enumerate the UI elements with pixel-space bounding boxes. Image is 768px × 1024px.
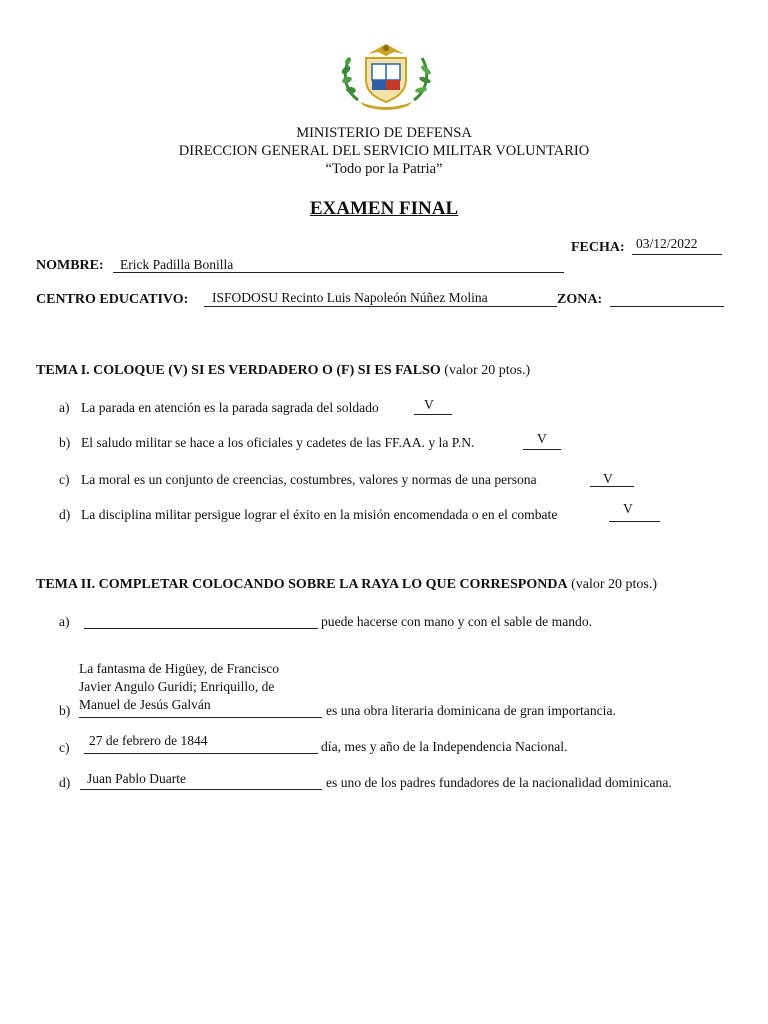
exam-title: EXAMEN FINAL <box>309 198 459 219</box>
zona-label: ZONA: <box>557 292 603 307</box>
tema1-answer[interactable]: V <box>537 431 547 446</box>
tema2-answer-line-3[interactable]: Manuel de Jesús Galván <box>79 697 211 712</box>
tema1-item-letter: b) <box>59 435 71 450</box>
tema2-answer-line <box>79 717 322 718</box>
direction-name: DIRECCION GENERAL DEL SERVICIO MILITAR VOLUNTARIO <box>178 143 590 159</box>
tema2-value-note: (valor 20 ptos.) <box>571 577 657 592</box>
tema1-item-text: La disciplina militar persigue lograr el éxito en la misión encomendada o en el combate <box>81 507 558 522</box>
tema1-answer-line <box>609 521 660 522</box>
tema1-answer[interactable]: V <box>623 501 633 516</box>
ministry-name: MINISTERIO DE DEFENSA <box>296 125 472 141</box>
tema2-item-letter: b) <box>59 703 71 718</box>
ministry-emblem <box>338 40 434 110</box>
tema1-item-letter: a) <box>59 400 70 415</box>
nombre-label: NOMBRE: <box>36 258 104 273</box>
tema2-answer-line <box>80 789 322 790</box>
tema2-answer-line-1[interactable]: La fantasma de Higüey, de Francisco <box>79 661 280 676</box>
fecha-value[interactable]: 03/12/2022 <box>636 236 698 251</box>
tema2-item-letter: a) <box>59 614 70 629</box>
centro-line <box>204 306 557 307</box>
tema2-item-letter: d) <box>59 775 71 790</box>
tema2-answer-line-2[interactable]: Javier Angulo Guridi; Enriquillo, de <box>79 679 275 694</box>
tema1-heading <box>36 363 530 379</box>
tema1-answer[interactable]: V <box>424 397 434 412</box>
tema1-item-text: La moral es un conjunto de creencias, costumbres, valores y normas de una persona <box>81 472 537 487</box>
motto: “Todo por la Patria” <box>325 161 443 177</box>
tema2-item-text: es uno de los padres fundadores de la nacionalidad dominicana. <box>326 775 672 790</box>
centro-label: CENTRO EDUCATIVO: <box>36 292 189 307</box>
tema1-item-letter: c) <box>59 472 70 487</box>
tema1-heading-text: TEMA I. COLOQUE (V) SI ES VERDADERO O (F) SI ES FALSO <box>36 363 441 378</box>
tema2-answer[interactable]: 27 de febrero de 1844 <box>89 733 208 748</box>
tema2-heading-text: TEMA II. COMPLETAR COLOCANDO SOBRE LA RAYA LO QUE CORRESPONDA <box>36 577 568 592</box>
tema1-answer-line <box>414 414 452 415</box>
fecha-line <box>632 254 722 255</box>
tema1-value-note: (valor 20 ptos.) <box>444 363 531 378</box>
fecha-label: FECHA: <box>571 240 625 255</box>
tema2-answer-line <box>84 628 318 629</box>
tema2-heading <box>36 577 657 593</box>
nombre-value[interactable]: Erick Padilla Bonilla <box>120 257 234 272</box>
tema2-item-letter: c) <box>59 740 70 755</box>
tema1-item-text: La parada en atención es la parada sagrada del soldado <box>81 400 379 415</box>
zona-line <box>610 306 724 307</box>
centro-value[interactable]: ISFODOSU Recinto Luis Napoleón Núñez Molina <box>212 290 488 305</box>
tema1-item-text: El saludo militar se hace a los oficiales y cadetes de las FF.AA. y la P.N. <box>81 435 475 450</box>
tema1-answer-line <box>523 449 561 450</box>
tema1-item-letter: d) <box>59 507 71 522</box>
tema2-item-text: día, mes y año de la Independencia Nacional. <box>321 739 568 754</box>
tema2-answer-line <box>84 753 318 754</box>
tema2-item-text: es una obra literaria dominicana de gran importancia. <box>326 703 616 718</box>
tema2-item-text: puede hacerse con mano y con el sable de mando. <box>321 614 593 629</box>
tema2-answer[interactable]: Juan Pablo Duarte <box>87 771 186 786</box>
tema1-answer[interactable]: V <box>603 471 613 486</box>
